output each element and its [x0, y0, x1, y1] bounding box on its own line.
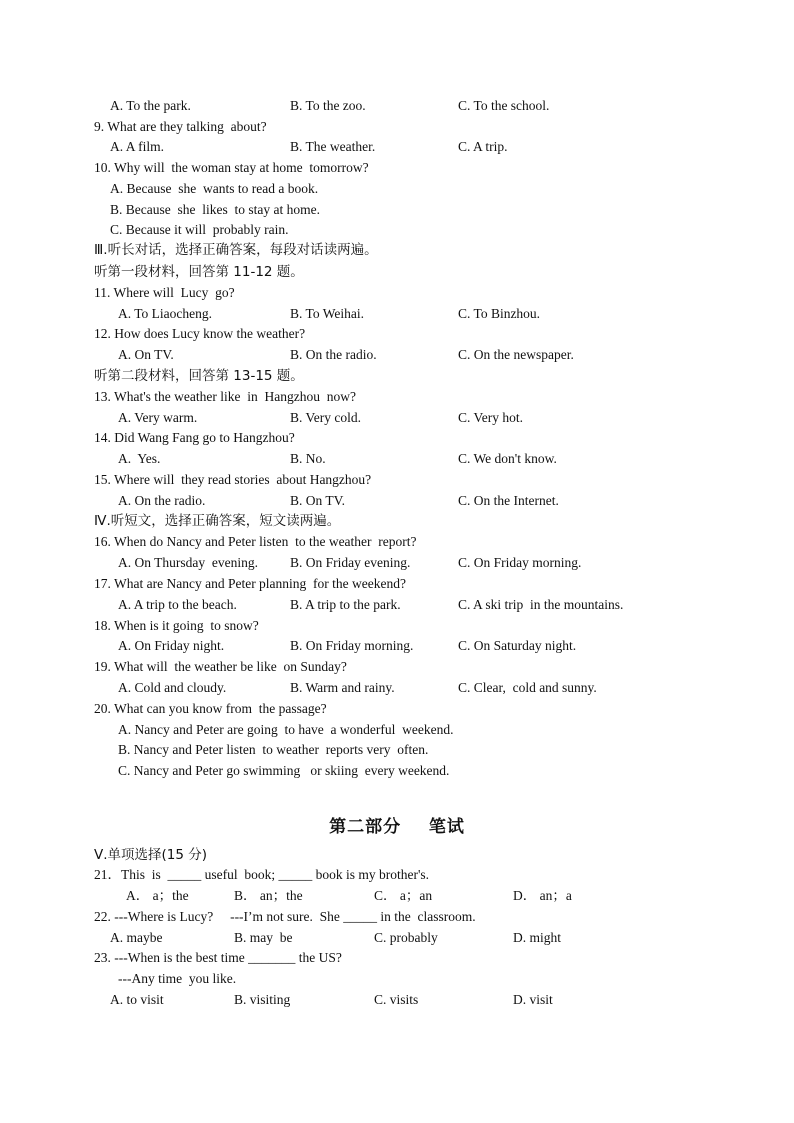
q8-option-c: C. To the school. [458, 98, 550, 113]
q21-option-a: A． a；the [126, 888, 189, 903]
q20-option-b: B. Nancy and Peter listen to weather reports very often. [118, 742, 429, 757]
q12-option-b: B. On the radio. [290, 347, 377, 362]
q14-option-b: B. No. [290, 451, 326, 466]
q23-option-a: A. to visit [110, 992, 164, 1007]
q11-option-b: B. To Weihai. [290, 306, 364, 321]
q16-option-c: C. On Friday morning. [458, 555, 582, 570]
q14-option-c: C. We don't know. [458, 451, 557, 466]
part-2-title: 第二部分 笔试 [329, 817, 465, 837]
q12-option-c: C. On the newspaper. [458, 347, 574, 362]
section-3-heading: Ⅲ.听长对话，选择正确答案，每段对话读两遍。 [94, 242, 378, 258]
q8-option-b: B. To the zoo. [290, 98, 366, 113]
question-14: 14. Did Wang Fang go to Hangzhou? [94, 430, 295, 445]
q21-option-c: C． a；an [374, 888, 433, 903]
q14-option-a: A. Yes. [118, 451, 161, 466]
q17-option-a: A. A trip to the beach. [118, 597, 237, 612]
q15-option-b: B. On TV. [290, 493, 346, 508]
question-12: 12. How does Lucy know the weather? [94, 326, 306, 341]
question-23-reply: ---Any time you like. [118, 971, 237, 986]
q10-option-a: A. Because she wants to read a book. [110, 181, 319, 196]
q11-option-c: C. To Binzhou. [458, 306, 541, 321]
q23-option-d: D. visit [513, 992, 553, 1007]
q10-option-c: C. Because it will probably rain. [110, 222, 289, 237]
q19-option-a: A. Cold and cloudy. [118, 680, 227, 695]
question-13: 13. What's the weather like in Hangzhou now? [94, 389, 356, 404]
question-22: 22. ---Where is Lucy? ---I’m not sure. She _____ in the classroom. [94, 909, 476, 924]
question-18: 18. When is it going to snow? [94, 618, 259, 633]
question-19: 19. What will the weather be like on Sunday? [94, 659, 347, 674]
q16-option-a: A. On Thursday evening. [118, 555, 258, 570]
q18-option-a: A. On Friday night. [118, 638, 225, 653]
q9-option-c: C. A trip. [458, 139, 508, 154]
question-21: 21．This is _____ useful book; _____ book is my brother's. [94, 867, 430, 882]
q17-option-b: B. A trip to the park. [290, 597, 401, 612]
q19-option-c: C. Clear, cold and sunny. [458, 680, 597, 695]
question-10: 10. Why will the woman stay at home tomorrow? [94, 160, 369, 175]
q15-option-a: A. On the radio. [118, 493, 206, 508]
q13-option-c: C. Very hot. [458, 410, 524, 425]
question-23: 23. ---When is the best time _______ the US? [94, 950, 342, 965]
q18-option-c: C. On Saturday night. [458, 638, 577, 653]
q9-option-a: A. A film. [110, 139, 165, 154]
question-11: 11. Where will Lucy go? [94, 285, 235, 300]
q9-option-b: B. The weather. [290, 139, 376, 154]
q22-option-a: A. maybe [110, 930, 163, 945]
q22-option-c: C. probably [374, 930, 438, 945]
question-15: 15. Where will they read stories about Hangzhou? [94, 472, 372, 487]
question-20: 20. What can you know from the passage? [94, 701, 327, 716]
question-16: 16. When do Nancy and Peter listen to the weather report? [94, 534, 417, 549]
q22-option-d: D. might [513, 930, 562, 945]
section-3-part-1: 听第一段材料，回答第 11-12 题。 [94, 264, 304, 280]
question-9: 9. What are they talking about? [94, 119, 267, 134]
q17-option-c: C. A ski trip in the mountains. [458, 597, 624, 612]
q13-option-a: A. Very warm. [118, 410, 198, 425]
q23-option-b: B. visiting [234, 992, 291, 1007]
q23-option-c: C. visits [374, 992, 419, 1007]
q20-option-a: A. Nancy and Peter are going to have a wonderful weekend. [118, 722, 454, 737]
q20-option-c: C. Nancy and Peter go swimming or skiing every weekend. [118, 763, 450, 778]
q12-option-a: A. On TV. [118, 347, 174, 362]
q16-option-b: B. On Friday evening. [290, 555, 411, 570]
q8-option-a: A. To the park. [110, 98, 191, 113]
q22-option-b: B. may be [234, 930, 293, 945]
section-4-heading: Ⅳ.听短文，选择正确答案，短文读两遍。 [94, 513, 341, 529]
q19-option-b: B. Warm and rainy. [290, 680, 395, 695]
q21-option-d: D． an；a [513, 888, 572, 903]
section-5-heading: Ⅴ.单项选择(15 分) [94, 847, 208, 863]
q13-option-b: B. Very cold. [290, 410, 361, 425]
question-17: 17. What are Nancy and Peter planning for the weekend? [94, 576, 407, 591]
q15-option-c: C. On the Internet. [458, 493, 559, 508]
q11-option-a: A. To Liaocheng. [118, 306, 213, 321]
q21-option-b: B． an；the [234, 888, 303, 903]
q18-option-b: B. On Friday morning. [290, 638, 414, 653]
q10-option-b: B. Because she likes to stay at home. [110, 202, 320, 217]
section-3-part-2: 听第二段材料，回答第 13-15 题。 [94, 368, 304, 384]
